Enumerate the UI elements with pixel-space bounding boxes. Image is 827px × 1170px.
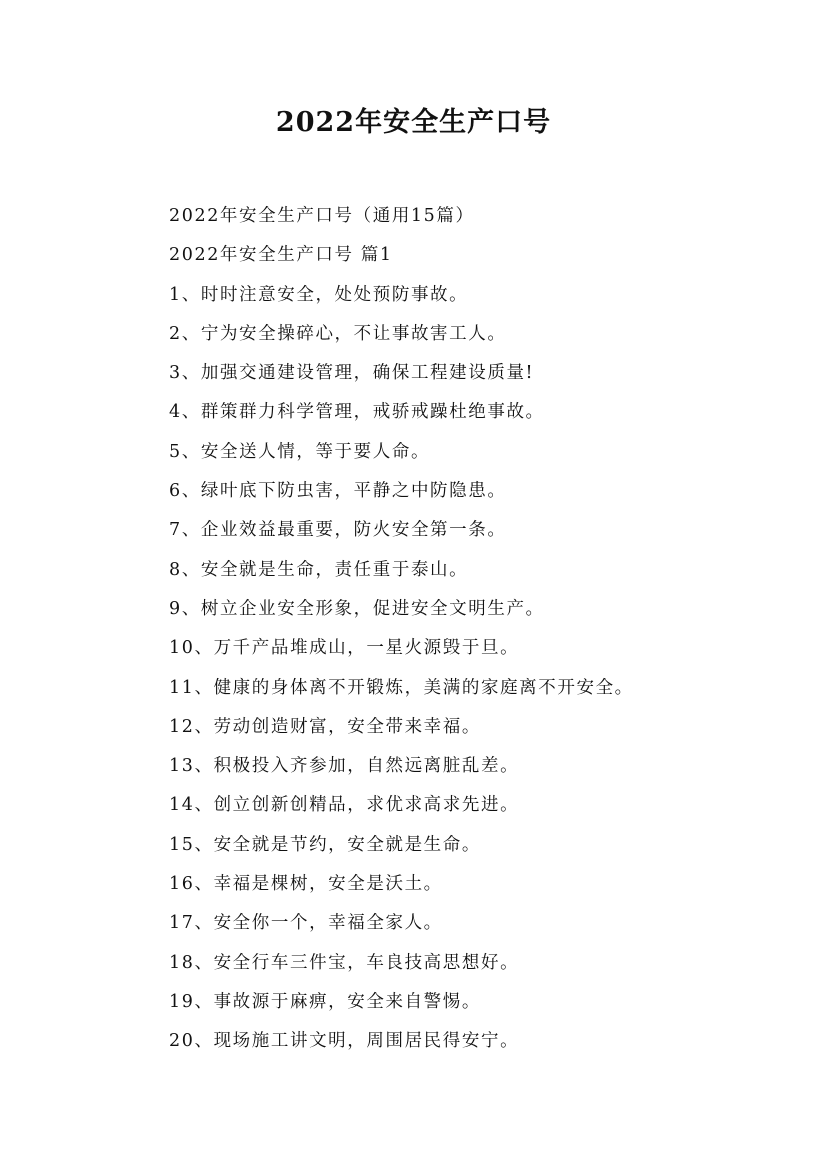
slogan-text: 树立企业安全形象，促进安全文明生产。 bbox=[200, 598, 545, 619]
slogan-separator: 、 bbox=[194, 677, 214, 698]
slogan-separator: 、 bbox=[194, 834, 214, 855]
slogan-separator: 、 bbox=[194, 756, 214, 777]
slogan-item bbox=[169, 904, 809, 943]
slogan-text: 现场施工讲文明，周围居民得安宁。 bbox=[213, 1031, 520, 1052]
slogan-item bbox=[169, 551, 809, 590]
slogan-separator: 、 bbox=[181, 363, 201, 384]
slogan-text: 幸福是棵树，安全是沃土。 bbox=[213, 874, 443, 895]
slogan-item bbox=[169, 315, 809, 354]
slogan-number: 17 bbox=[169, 913, 195, 934]
slogan-list bbox=[169, 276, 809, 1062]
slogan-number: 10 bbox=[169, 638, 195, 659]
slogan-text: 安全送人情，等于要人命。 bbox=[200, 441, 431, 462]
document-body bbox=[169, 197, 809, 1062]
slogan-number: 4 bbox=[169, 402, 182, 423]
slogan-text: 安全你一个，幸福全家人。 bbox=[213, 913, 443, 934]
slogan-item bbox=[169, 786, 809, 825]
slogan-text: 宁为安全操碎心，不让事故害工人。 bbox=[200, 323, 507, 344]
slogan-separator: 、 bbox=[181, 559, 201, 580]
slogan-separator: 、 bbox=[181, 520, 201, 541]
slogan-text: 安全就是节约，安全就是生命。 bbox=[213, 834, 481, 855]
slogan-text: 万千产品堆成山，一星火源毁于旦。 bbox=[213, 638, 520, 659]
slogan-text: 创立创新创精品，求优求高求先进。 bbox=[213, 795, 520, 816]
slogan-text: 加强交通建设管理，确保工程建设质量! bbox=[200, 363, 535, 384]
slogan-item bbox=[169, 983, 809, 1022]
slogan-number: 14 bbox=[169, 795, 195, 816]
slogan-number: 15 bbox=[169, 834, 195, 855]
slogan-separator: 、 bbox=[194, 913, 214, 934]
slogan-number: 11 bbox=[169, 677, 195, 698]
slogan-number: 2 bbox=[169, 323, 182, 344]
slogan-separator: 、 bbox=[194, 1031, 214, 1052]
slogan-item bbox=[169, 511, 809, 550]
slogan-item bbox=[169, 826, 809, 865]
document-subtitle: 2022年安全生产口号（通用15篇） bbox=[169, 206, 475, 226]
slogan-text: 积极投入齐参加，自然远离脏乱差。 bbox=[213, 756, 520, 777]
slogan-text: 群策群力科学管理，戒骄戒躁杜绝事故。 bbox=[200, 402, 545, 423]
slogan-number: 20 bbox=[169, 1031, 195, 1052]
slogan-number: 7 bbox=[169, 520, 182, 541]
slogan-separator: 、 bbox=[194, 874, 214, 895]
slogan-number: 1 bbox=[169, 284, 182, 305]
slogan-item bbox=[169, 944, 809, 983]
slogan-text: 事故源于麻痹，安全来自警惕。 bbox=[213, 991, 481, 1012]
slogan-number: 19 bbox=[169, 991, 195, 1012]
slogan-separator: 、 bbox=[194, 991, 214, 1012]
slogan-item bbox=[169, 433, 809, 472]
slogan-number: 9 bbox=[169, 598, 182, 619]
slogan-number: 13 bbox=[169, 756, 195, 777]
slogan-item bbox=[169, 276, 809, 315]
document-title: 2022年安全生产口号 bbox=[275, 107, 552, 138]
slogan-number: 16 bbox=[169, 874, 195, 895]
slogan-number: 6 bbox=[169, 481, 182, 502]
slogan-text: 安全就是生命，责任重于泰山。 bbox=[200, 559, 469, 580]
slogan-text: 劳动创造财富，安全带来幸福。 bbox=[213, 716, 481, 737]
slogan-item bbox=[169, 1022, 809, 1061]
slogan-separator: 、 bbox=[181, 323, 201, 344]
slogan-separator: 、 bbox=[194, 638, 214, 659]
slogan-separator: 、 bbox=[181, 284, 201, 305]
slogan-text: 健康的身体离不开锻炼，美满的家庭离不开安全。 bbox=[213, 677, 634, 698]
slogan-number: 3 bbox=[169, 363, 182, 384]
slogan-number: 12 bbox=[169, 716, 195, 737]
section-heading: 2022年安全生产口号 篇1 bbox=[169, 245, 393, 266]
slogan-separator: 、 bbox=[194, 952, 214, 973]
slogan-separator: 、 bbox=[194, 716, 214, 737]
slogan-item bbox=[169, 354, 809, 393]
slogan-text: 绿叶底下防虫害，平静之中防隐患。 bbox=[200, 481, 507, 502]
slogan-number: 5 bbox=[169, 441, 182, 462]
slogan-separator: 、 bbox=[194, 795, 214, 816]
slogan-item bbox=[169, 865, 809, 904]
slogan-text: 时时注意安全，处处预防事故。 bbox=[200, 284, 469, 305]
slogan-separator: 、 bbox=[181, 598, 201, 619]
slogan-text: 企业效益最重要，防火安全第一条。 bbox=[200, 520, 507, 541]
slogan-item bbox=[169, 747, 809, 786]
slogan-separator: 、 bbox=[181, 402, 201, 423]
slogan-separator: 、 bbox=[181, 441, 201, 462]
slogan-text: 安全行车三件宝，车良技高思想好。 bbox=[213, 952, 520, 973]
slogan-number: 18 bbox=[169, 952, 195, 973]
slogan-separator: 、 bbox=[181, 481, 201, 502]
slogan-item bbox=[169, 669, 809, 708]
slogan-item bbox=[169, 590, 809, 629]
slogan-item bbox=[169, 393, 809, 432]
slogan-item bbox=[169, 629, 809, 668]
slogan-item bbox=[169, 708, 809, 747]
slogan-number: 8 bbox=[169, 559, 182, 580]
slogan-item bbox=[169, 472, 809, 511]
